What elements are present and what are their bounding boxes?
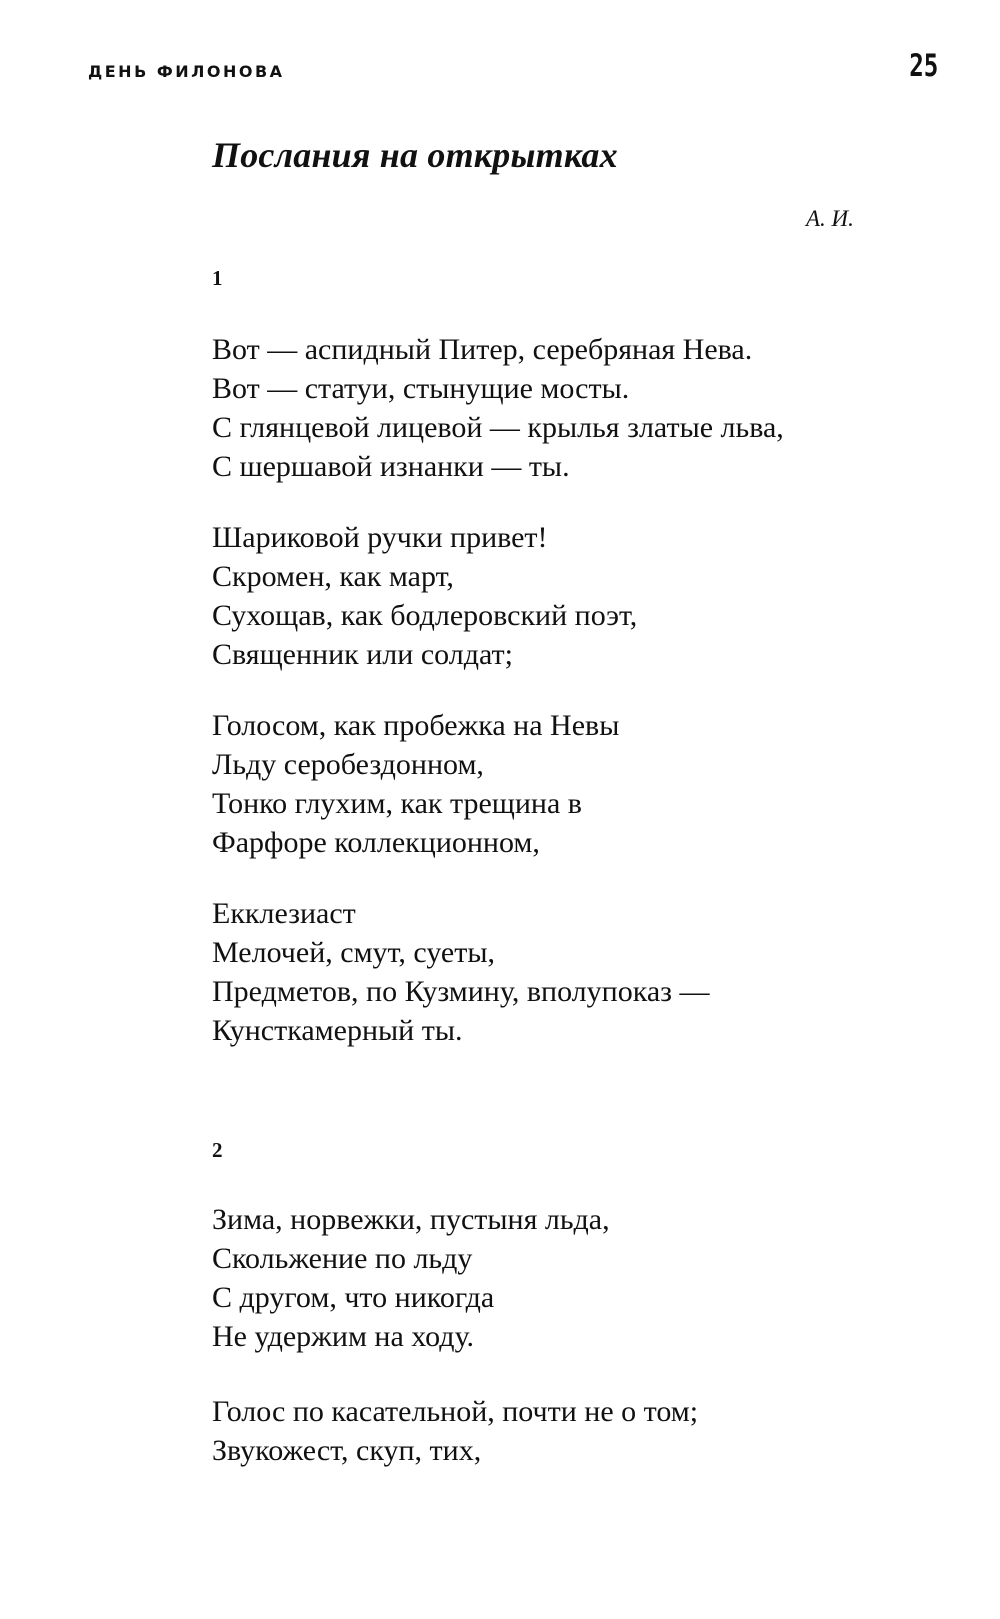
poem-line: Зима, норвежки, пустыня льда, xyxy=(212,1203,610,1236)
poem-line: Кунсткамерный ты. xyxy=(212,1014,463,1047)
poem-line: Екклезиаст xyxy=(212,897,356,930)
poem-line: Голосом, как пробежка на Невы xyxy=(212,709,620,742)
section-number: 1 xyxy=(212,266,223,290)
poem-line: Голос по касательной, почти не о том; xyxy=(212,1395,699,1428)
section-number: 2 xyxy=(212,1138,223,1162)
poem-line: Тонко глухим, как трещина в xyxy=(212,787,582,820)
poem-line: Шариковой ручки привет! xyxy=(212,521,548,554)
poem-line: Фарфоре коллекционном, xyxy=(212,826,540,859)
stanza xyxy=(212,1200,610,1356)
poem-line: С другом, что никогда xyxy=(212,1281,495,1314)
stanza xyxy=(212,894,710,1050)
poem-line: Звукожест, скуп, тих, xyxy=(212,1434,482,1467)
poem-title: Послания на открытках xyxy=(212,135,618,175)
poem-line: Вот — аспидный Питер, серебряная Нева. xyxy=(212,333,753,366)
poem-line: Священник или солдат; xyxy=(212,638,513,671)
poem-line: С глянцевой лицевой — крылья златые льва, xyxy=(212,411,784,444)
poem-line: Предметов, по Кузмину, вполупоказ — xyxy=(212,975,710,1008)
stanza xyxy=(212,1392,698,1470)
stanza xyxy=(212,330,784,486)
stanza xyxy=(212,518,637,674)
poem-line: Скромен, как март, xyxy=(212,560,454,593)
running-head: ДЕНЬ ФИЛОНОВА xyxy=(88,62,285,81)
poem-line: Вот — статуи, стынущие мосты. xyxy=(212,372,630,405)
poem-line: Льду серобездонном, xyxy=(212,748,484,781)
dedication: А. И. xyxy=(806,206,854,231)
poem-line: С шершавой изнанки — ты. xyxy=(212,450,570,483)
stanza xyxy=(212,706,619,862)
poem-line: Скольжение по льду xyxy=(212,1242,473,1275)
poem-line: Мелочей, смут, суеты, xyxy=(212,936,496,969)
poem-line: Сухощав, как бодлеровский поэт, xyxy=(212,599,638,632)
poem-line: Не удержим на ходу. xyxy=(212,1320,475,1353)
page-number: 25 xyxy=(908,48,938,84)
